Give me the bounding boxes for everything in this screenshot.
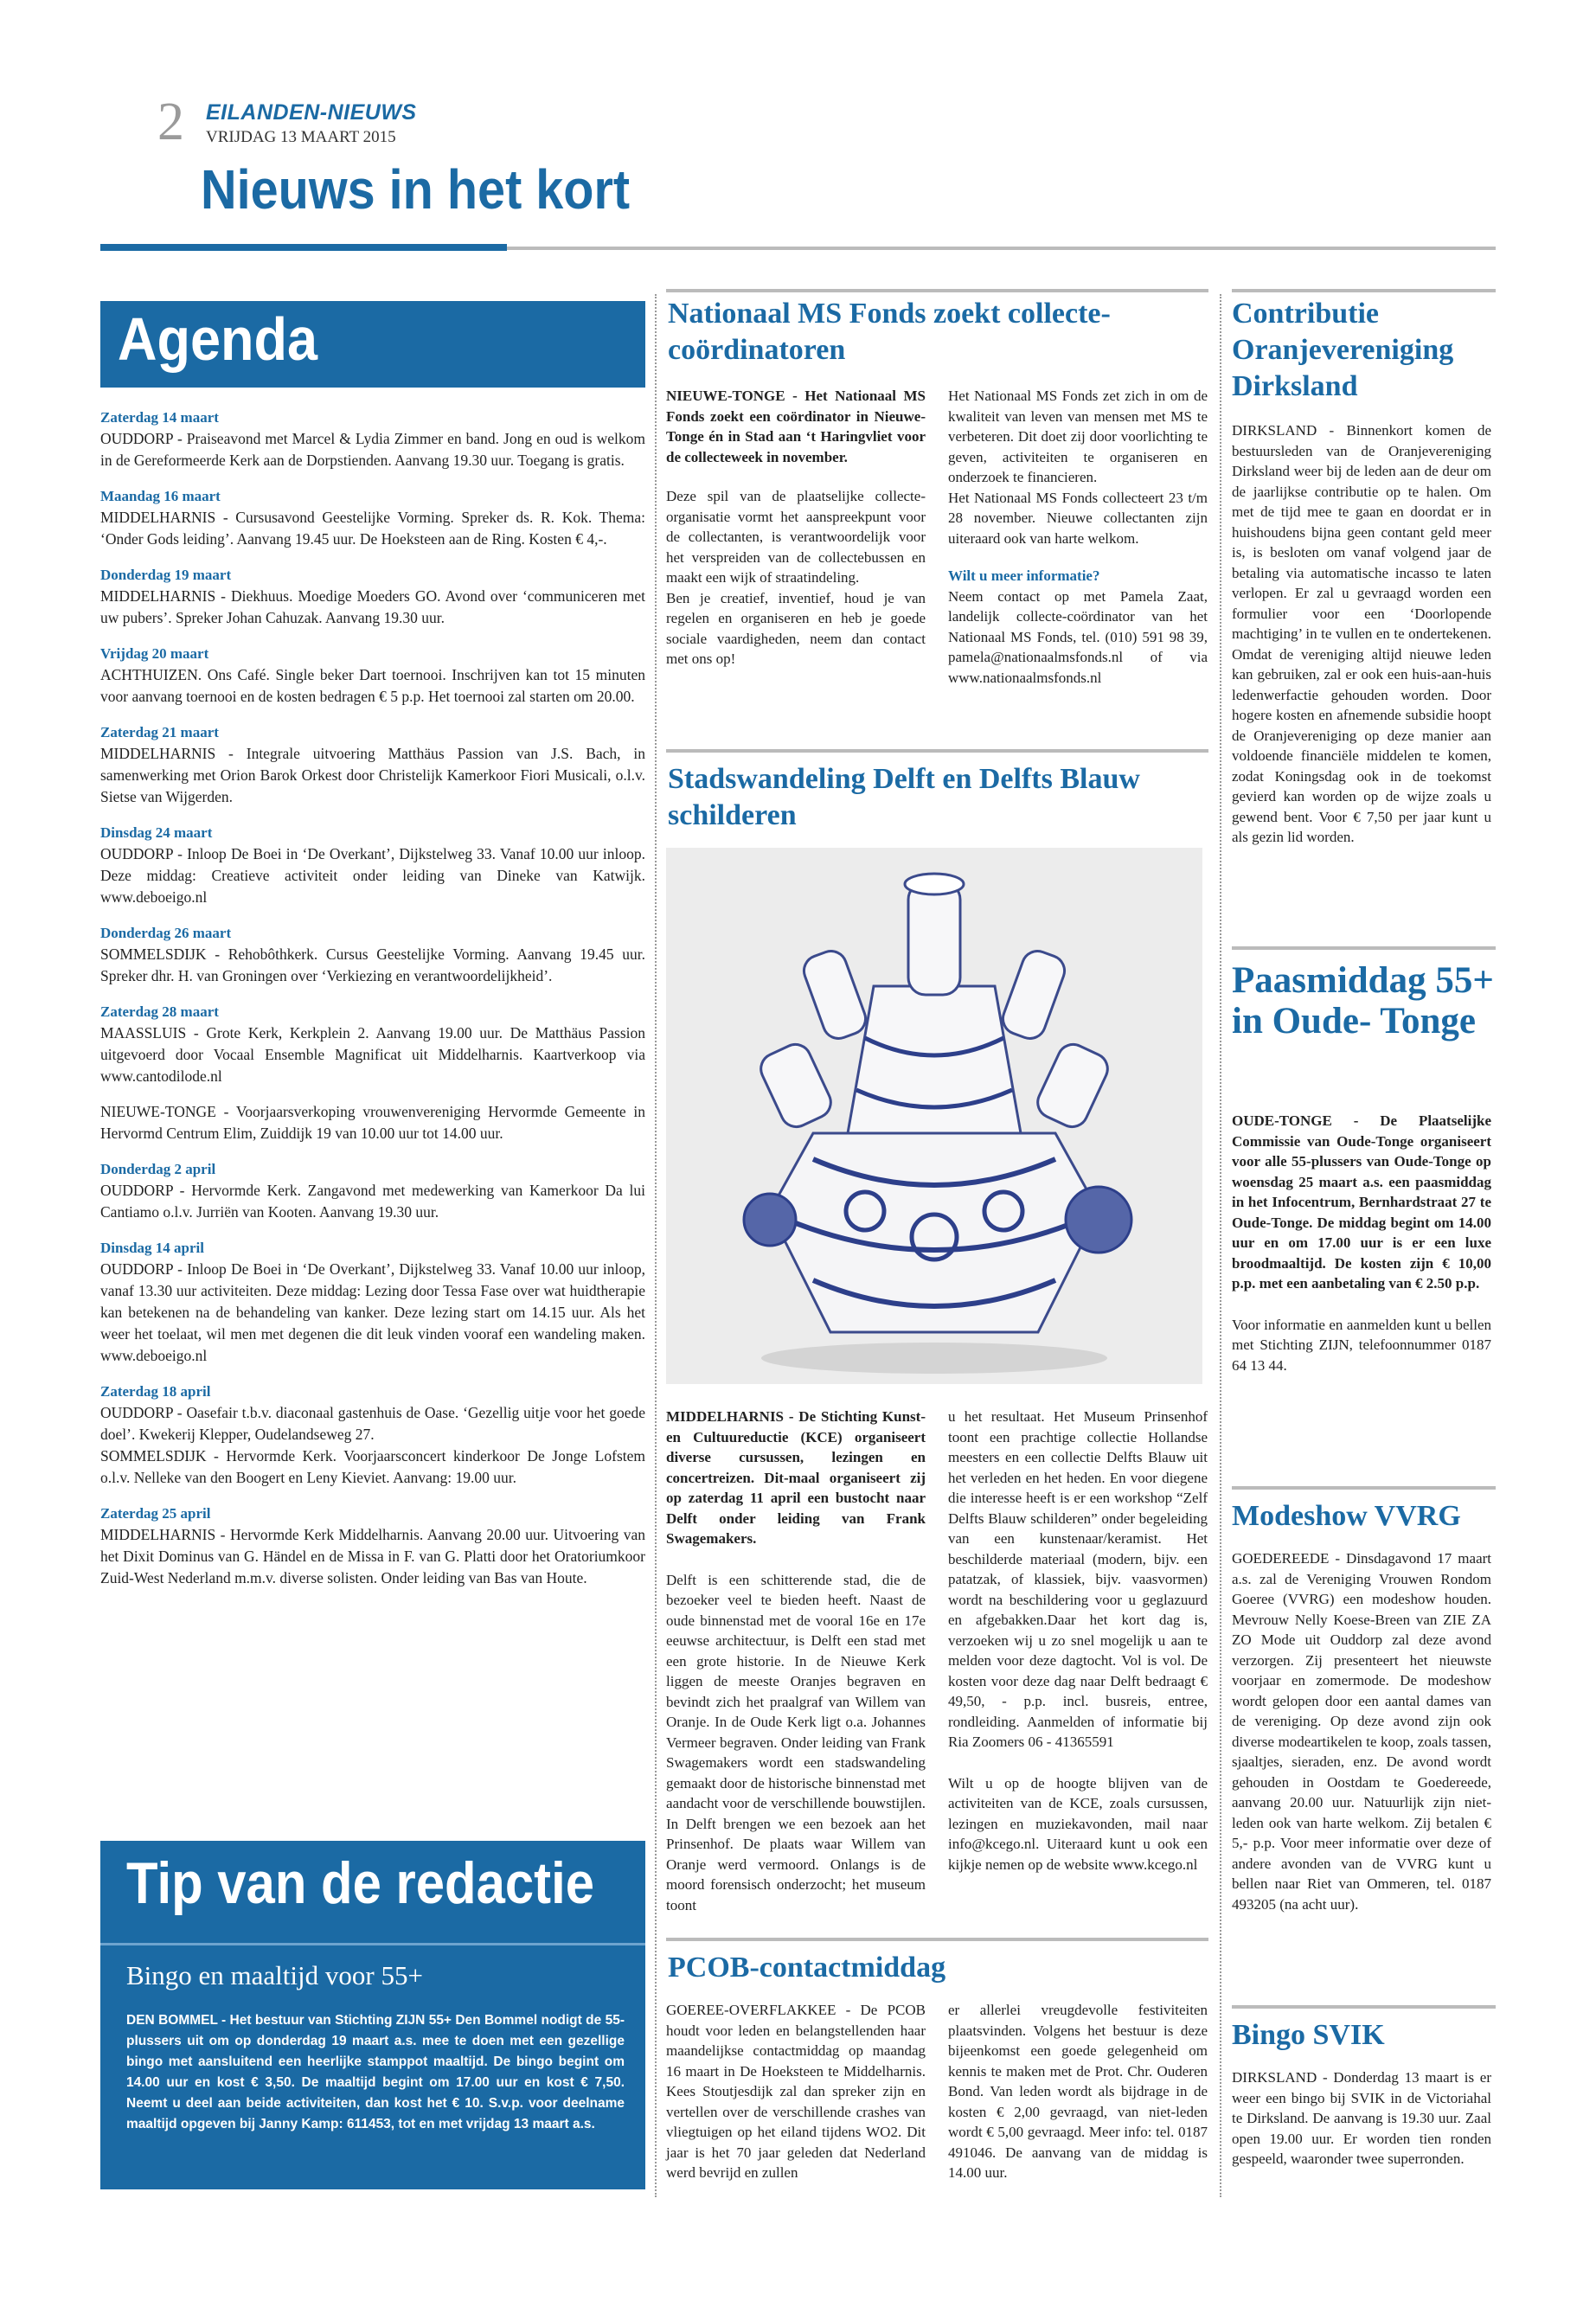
agenda-date: Donderdag 2 april: [100, 1161, 216, 1177]
agenda-date: Dinsdag 14 april: [100, 1240, 204, 1256]
agenda-item: [100, 643, 645, 708]
agenda-item: [100, 1001, 645, 1087]
agenda-item: [100, 564, 645, 629]
agenda-item: [100, 485, 645, 550]
paasmiddag-headline: Paasmiddag 55+ in Oude- Tonge: [1232, 960, 1494, 1042]
agenda-date: Zaterdag 25 april: [100, 1505, 211, 1522]
ms-fonds-text: Het Nationaal MS Fonds zet zich in om de kwaliteit van leven van mensen met MS te verbeteren. Dit doet zij door voorlichting te geven, activiteiten te organiseren en onderzoek te financieren. Het Nationaal MS Fonds collecteert 23 t/m 28 november. Nieuwe collectanten zijn uiteraard ook van harte welkom.: [948, 388, 1208, 547]
agenda-item: [100, 1101, 645, 1144]
agenda-text: ACHTHUIZEN. Ons Café. Single beker Dart toernooi. Inschrijven kan tot 15 minuten voor aanvang toernooi en de kosten bedragen € 5 p.p. Het toernooi zal starten om 20.00.: [100, 666, 645, 705]
article-rule: [1232, 289, 1496, 292]
bingo-headline: Bingo SVIK: [1232, 2019, 1385, 2051]
agenda-text: OUDDORP - Inloop De Boei in ‘De Overkant’, Dijkstelweg 33. Vanaf 10.00 uur inloop. Deze middag: Creatieve activiteit onder leiding van Dineke van Katwijk. www.deboeigo.nl: [100, 845, 645, 906]
bingo-text: DIRKSLAND - Donderdag 13 maart is er weer een bingo bij SVIK in de Victoriahal te Dirksland. De aanvang is 19.30 uur. Zaal open 19.00 uur. Er worden tien ronden gespeeld, waaronder twee superronden.: [1232, 2069, 1491, 2167]
agenda-date: Zaterdag 21 maart: [100, 724, 219, 740]
ms-fonds-col1: [666, 386, 926, 670]
column-divider: [1220, 294, 1221, 2197]
agenda-text: OUDDORP - Praiseavond met Marcel & Lydia Zimmer en band. Jong en oud is welkom in de Gereformeerde Kerk aan de Dorpstienden. Aanvang 19.30 uur. Toegang is gratis.: [100, 430, 645, 469]
modeshow-headline: Modeshow VVRG: [1232, 1500, 1461, 1532]
article-rule: [1232, 2005, 1496, 2009]
agenda-text: OUDDORP - Hervormde Kerk. Zangavond met medewerking van Kamerkoor Da lui Cantiamo o.l.v. Jurriën van Kooten. Aanvang 19.30 uur.: [100, 1182, 645, 1221]
modeshow-text: GOEDEREEDE - Dinsdagavond 17 maart a.s. zal de Vereniging Vrouwen Rondom Goeree (VVRG) een modeshow houden. Mevrouw Nelly Koese-Breen van ZIE ZA ZO Mode uit Ouddorp zal deze avond verzorgen. Zij presenteert het nieuwste voorjaar en zomermode. De modeshow wordt gelopen door een aantal dames van de vereniging. Op deze avond zijn ook diverse modeartikelen te koop, zoals tassen, sjaaltjes, sieraden, enz. De avond wordt gehouden in Oostdam te Goedereede, aanvang 20.00 uur. Natuurlijk zijn niet-leden ook van harte welkom. Zij betalen € 5,- p.p. Voor meer informatie over deze of andere avonden van de VVRG kunt u bellen naar Riet van Ommeren, tel. 0187 493205 (na acht uur).: [1232, 1550, 1491, 1913]
agenda-item: [100, 1381, 645, 1489]
agenda-text: NIEUWE-TONGE - Voorjaarsverkoping vrouwenvereniging Hervormde Gemeente in Hervormd Centrum Elim, Zuiddijk 19 van 10.00 uur tot 14.00 uur.: [100, 1103, 645, 1142]
header-rule: [507, 247, 1496, 250]
delft-col1: [666, 1407, 926, 1915]
contributie-body: [1232, 420, 1491, 848]
agenda-item: [100, 721, 645, 808]
delft-text: Delft is een schitterende stad, die de bezoeker veel te bieden heeft. Naast de oude binnenstad met de vooral 16e en 17e eeuwse architectuur, is Delft een stad met een grote historie. In de Nieuwe Kerk liggen de meeste Oranjes begraven en bevindt zich het praalgraf van Willem van Oranje. In de Oude Kerk ligt o.a. Johannes Vermeer begraven. Onder leiding van Frank Swagemakers wordt een stadswandeling gemaakt door de historische binnenstad met aandacht voor de verschillende bouwstijlen. In Delft brengen we een bezoek aan het Prinsenhof. De plaats waar Willem van Oranje werd vermoord. Onlangs is de moord forensisch onderzocht; het museum toont: [666, 1571, 926, 1913]
ms-fonds-headline: Nationaal MS Fonds zoekt collecte-coördinatoren: [668, 298, 1111, 366]
article-rule: [666, 1938, 1208, 1941]
delft-headline: Stadswandeling Delft en Delfts Blauw schilderen: [668, 763, 1140, 831]
agenda-item: [100, 1237, 645, 1367]
ms-fonds-contact: Neem contact op met Pamela Zaat, landelijk collecte-coördinator van het Nationaal MS Fonds, tel. (010) 591 98 39, pamela@nationaalmsfonds.nl of via www.nationaalmsfonds.nl: [948, 587, 1208, 686]
agenda-text: OUDDORP - Oasefair t.b.v. diaconaal gastenhuis de Oase. ‘Gezellig uitje voor het goede doel’. Kwekerij Klepper, Oudelandseweg 27. SOMMELSDIJK - Hervormde Kerk. Voorjaarsconcert kinderkoor De Jonge Lofstem o.l.v. Nelleke van den Boogert en Leny Kieviet. Aanvang: 19.00 uur.: [100, 1404, 645, 1486]
paasmiddag-text: Voor informatie en aanmelden kunt u bellen met Stichting ZIJN, telefoonnummer 0187 64 13 44.: [1232, 1316, 1491, 1374]
delft-lead: MIDDELHARNIS - De Stichting Kunst- en Cultuureductie (KCE) organiseert diverse cursussen, lezingen en concertreizen. Dit-maal organiseert zij op zaterdag 11 april een bustocht naar Delft onder leiding van Frank Swagemakers.: [666, 1408, 926, 1547]
page-number: 2: [157, 93, 184, 151]
agenda-item: [100, 922, 645, 987]
pcob-headline: PCOB-contactmiddag: [668, 1952, 946, 1984]
agenda-item: [100, 822, 645, 908]
masthead-logo: EILANDEN-NIEUWS: [206, 100, 417, 125]
delft-col2: [948, 1407, 1208, 1875]
agenda-date: Donderdag 26 maart: [100, 925, 232, 941]
agenda-date: Maandag 16 maart: [100, 488, 221, 504]
modeshow-body: [1232, 1548, 1491, 1914]
paasmiddag-lead: OUDE-TONGE - De Plaatselijke Commissie van Oude-Tonge organiseert voor alle 55-plussers van Oude-Tonge op woensdag 25 maart a.s. een paasmiddag in het Infocentrum, Bernhardstraat 27 te Oude-Tonge. De middag begint om 14.00 uur en om 17.00 uur is er een luxe broodmaaltijd. De kosten zijn € 10,00 p.p. met een aanbetaling van € 2.50 p.p.: [1232, 1112, 1491, 1292]
contributie-headline: Contributie Oranjevereniging Dirksland: [1232, 298, 1454, 402]
agenda-item: [100, 1158, 645, 1223]
tip-body: DEN BOMMEL - Het bestuur van Stichting ZIJN 55+ Den Bommel nodigt de 55-plussers uit om op donderdag 19 maart a.s. mee te doen met een gezellige bingo met aansluitend een heerlijke stamppot maaltijd. De bingo begint om 14.00 uur en kost € 3,50. De maaltijd begint om 17.00 uur en kost € 7,50. Neemt u deel aan beide activiteiten, dan kost het € 10. S.v.p. voor deelname maaltijd opgeven bij Janny Kamp: 611453, tot en met vrijdag 13 maart a.s.: [126, 2013, 625, 2131]
agenda-text: MIDDELHARNIS - Cursusavond Geestelijke Vorming. Spreker ds. R. Kok. Thema: ‘Onder Gods leiding’. Aanvang 19.45 uur. De Hoeksteen aan de Ring. Kosten € 4,-.: [100, 509, 645, 548]
article-rule: [1232, 946, 1496, 950]
ms-fonds-col2: [948, 386, 1208, 688]
pcob-text: GOEREE-OVERFLAKKEE - De PCOB houdt voor leden en belangstellenden haar maandelijkse contactmiddag op maandag 16 maart in De Hoeksteen te Middelharnis. Kees Stoutjesdijk zal dan spreker zijn en vertellen over de verschillende crashes van vliegtuigen op het eiland tijdens WO2. Dit jaar is het 70 jaar geleden dat Nederland werd bevrijd en zullen: [666, 2002, 926, 2181]
ms-fonds-text: Deze spil van de plaatselijke collecte-organisatie vormt het aanspreekpunt voor de collectanten, is verantwoordelijk voor het verspreiden van de collectebussen en maakt een wijk of straatindeling. Ben je creatief, inventief, houd je van regelen en organiseren en heb je goede sociale vaardigheden, neem dan contact met ons op!: [666, 488, 926, 667]
ms-fonds-lead: NIEUWE-TONGE - Het Nationaal MS Fonds zoekt een coördinator in Nieuwe-Tonge én in Stad aan ‘t Haringvliet voor de collecteweek in november.: [666, 388, 926, 465]
agenda-date: Vrijdag 20 maart: [100, 645, 209, 662]
agenda-text: MIDDELHARNIS - Hervormde Kerk Middelharnis. Aanvang 20.00 uur. Uitvoering van het Dixit Dominus van G. Händel en de Missa in F. van G. Platti door het Oratoriumkoor Zuid-West Nederland m.m.v. diverse solisten. Onder leiding van Bas van Houte.: [100, 1526, 645, 1586]
agenda-text: MIDDELHARNIS - Integrale uitvoering Matthäus Passion van J.S. Bach, in samenwerking met Orion Barok Orkest door Christelijk Kamerkoor Fiori Musicali, o.l.v. Sietse van Wijgerden.: [100, 745, 645, 805]
tip-box: [100, 1841, 645, 2189]
agenda-text: MAASSLUIS - Grote Kerk, Kerkplein 2. Aanvang 19.00 uur. De Matthäus Passion uitgevoerd door Vocaal Ensemble Magnificat uit Middelharnis. Kaartverkoop via www.cantodilode.nl: [100, 1024, 645, 1085]
tulip-vase-image: [666, 848, 1202, 1384]
agenda-date: Donderdag 19 maart: [100, 567, 232, 583]
agenda-date: Zaterdag 18 april: [100, 1383, 211, 1400]
article-rule: [666, 749, 1208, 753]
agenda-date: Zaterdag 14 maart: [100, 409, 219, 426]
delft-text: Wilt u op de hoogte blijven van de activiteiten van de KCE, zoals cursussen, lezingen en muziekavonden, mail naar info@kcego.nl. Uiteraard kunt u ook een kijkje nemen op de website www.kcego.nl: [948, 1774, 1208, 1873]
pcob-col2: [948, 2000, 1208, 2183]
agenda-text: MIDDELHARNIS - Diekhuus. Moedige Moeders GO. Avond over ‘communiceren met uw pubers’. Spreker Johan Cahuzak. Aanvang 19.30 uur.: [100, 587, 645, 626]
section-title: Nieuws in het kort: [201, 158, 631, 221]
header-rule-accent: [100, 244, 507, 251]
agenda-item: [100, 1503, 645, 1589]
tip-title: Tip van de redactie: [126, 1850, 594, 1916]
agenda-title: Agenda: [118, 305, 318, 373]
agenda-text: OUDDORP - Inloop De Boei in ‘De Overkant’, Dijkstelweg 33. Vanaf 10.00 uur inloop, vanaf 13.30 uur activiteiten. Deze middag: Lezing door Tessa Fase over wat huidtherapie kan betekenen na de behandeling van kanker. Deze lezing start om 14.15 uur. Als het weer het toelaat, wil men met degenen die dit leuk vinden vooraf een wandeling maken. www.deboeigo.nl: [100, 1260, 645, 1364]
pcob-col1: [666, 2000, 926, 2183]
issue-date: VRIJDAG 13 MAART 2015: [206, 128, 396, 146]
agenda-item: [100, 407, 645, 471]
article-rule: [666, 289, 1208, 292]
agenda-date: Dinsdag 24 maart: [100, 824, 213, 841]
delft-text: u het resultaat. Het Museum Prinsenhof toont een prachtige collectie Hollandse meesters en een collectie Delfts Blauw uit het verleden en het heden. En voor diegene die interesse heeft is er een workshop “Zelf Delfts Blauw schilderen” onder begeleiding van een kunstenaar/keramist. Het beschilderde materiaal (modern, bijv. een patatzak, of klassiek, bijv. vaasvormen) wordt na beschildering voor u geglazuurd en afgebakken.Daar het kort dag is, verzoeken wij u zo snel mogelijk u aan te melden voor deze dagtocht. Vol is vol. De kosten voor deze dag naar Delft bedraagt € 49,50, - p.p. incl. busreis, entree, rondleiding. Aanmelden of informatie bij Ria Zoomers 06 - 41365591: [948, 1408, 1208, 1750]
tip-divider: [100, 1943, 645, 1945]
agenda-date: Zaterdag 28 maart: [100, 1003, 219, 1020]
delft-blue-vase-photo: [666, 848, 1202, 1384]
ms-fonds-subhead: Wilt u meer informatie?: [948, 567, 1100, 584]
paasmiddag-body: [1232, 1111, 1491, 1375]
bingo-body: [1232, 2067, 1491, 2170]
article-rule: [1232, 1486, 1496, 1490]
tip-subtitle: Bingo en maaltijd voor 55+: [126, 1960, 423, 1990]
agenda-list: [100, 407, 645, 1603]
pcob-text: er allerlei vreugdevolle festiviteiten plaatsvinden. Volgens het bestuur is deze bijeenkomst een goede gelegenheid om kennis te maken met de Prot. Chr. Ouderen Bond. Van leden wordt als bijdrage in de kosten € 2,00 gevraagd, van niet-leden wordt € 5,00 gevraagd. Meer info: tel. 0187 491046. De aanvang van de middag is 14.00 uur.: [948, 2002, 1208, 2181]
column-divider: [655, 294, 657, 2197]
contributie-text: DIRKSLAND - Binnenkort komen de bestuursleden van de Oranjevereniging Dirksland weer bij de leden aan de deur om de jaarlijkse contributie op te halen. Om met de tijd mee te gaan en doordat er in huishoudens bijna geen contant geld meer is, is besloten om vanaf volgend jaar de betaling via automatische incasso te laten verlopen. Er zal u gevraagd worden een formulier voor een ‘Doorlopende machtiging’ in te vullen en te ondertekenen. Omdat de vereniging altijd nieuwe leden kan gebruiken, zal er ook een huis-aan-huis ledenwerfactie gehouden worden. Door hogere kosten en afnemende subsidie hoopt de Oranjevereniging op deze manier aan voldoende financiële middelen te komen, zodat Koningsdag ook in de toekomst gevierd kan worden op de wijze zoals u gewend bent. Voor € 7,50 per jaar kunt u als gezin lid worden.: [1232, 422, 1491, 845]
agenda-text: SOMMELSDIJK - Rehobôthkerk. Cursus Geestelijke Vorming. Aanvang 19.45 uur. Spreker dhr. H. van Groningen over ‘Verkiezing en verantwoordelijkheid’.: [100, 945, 645, 984]
